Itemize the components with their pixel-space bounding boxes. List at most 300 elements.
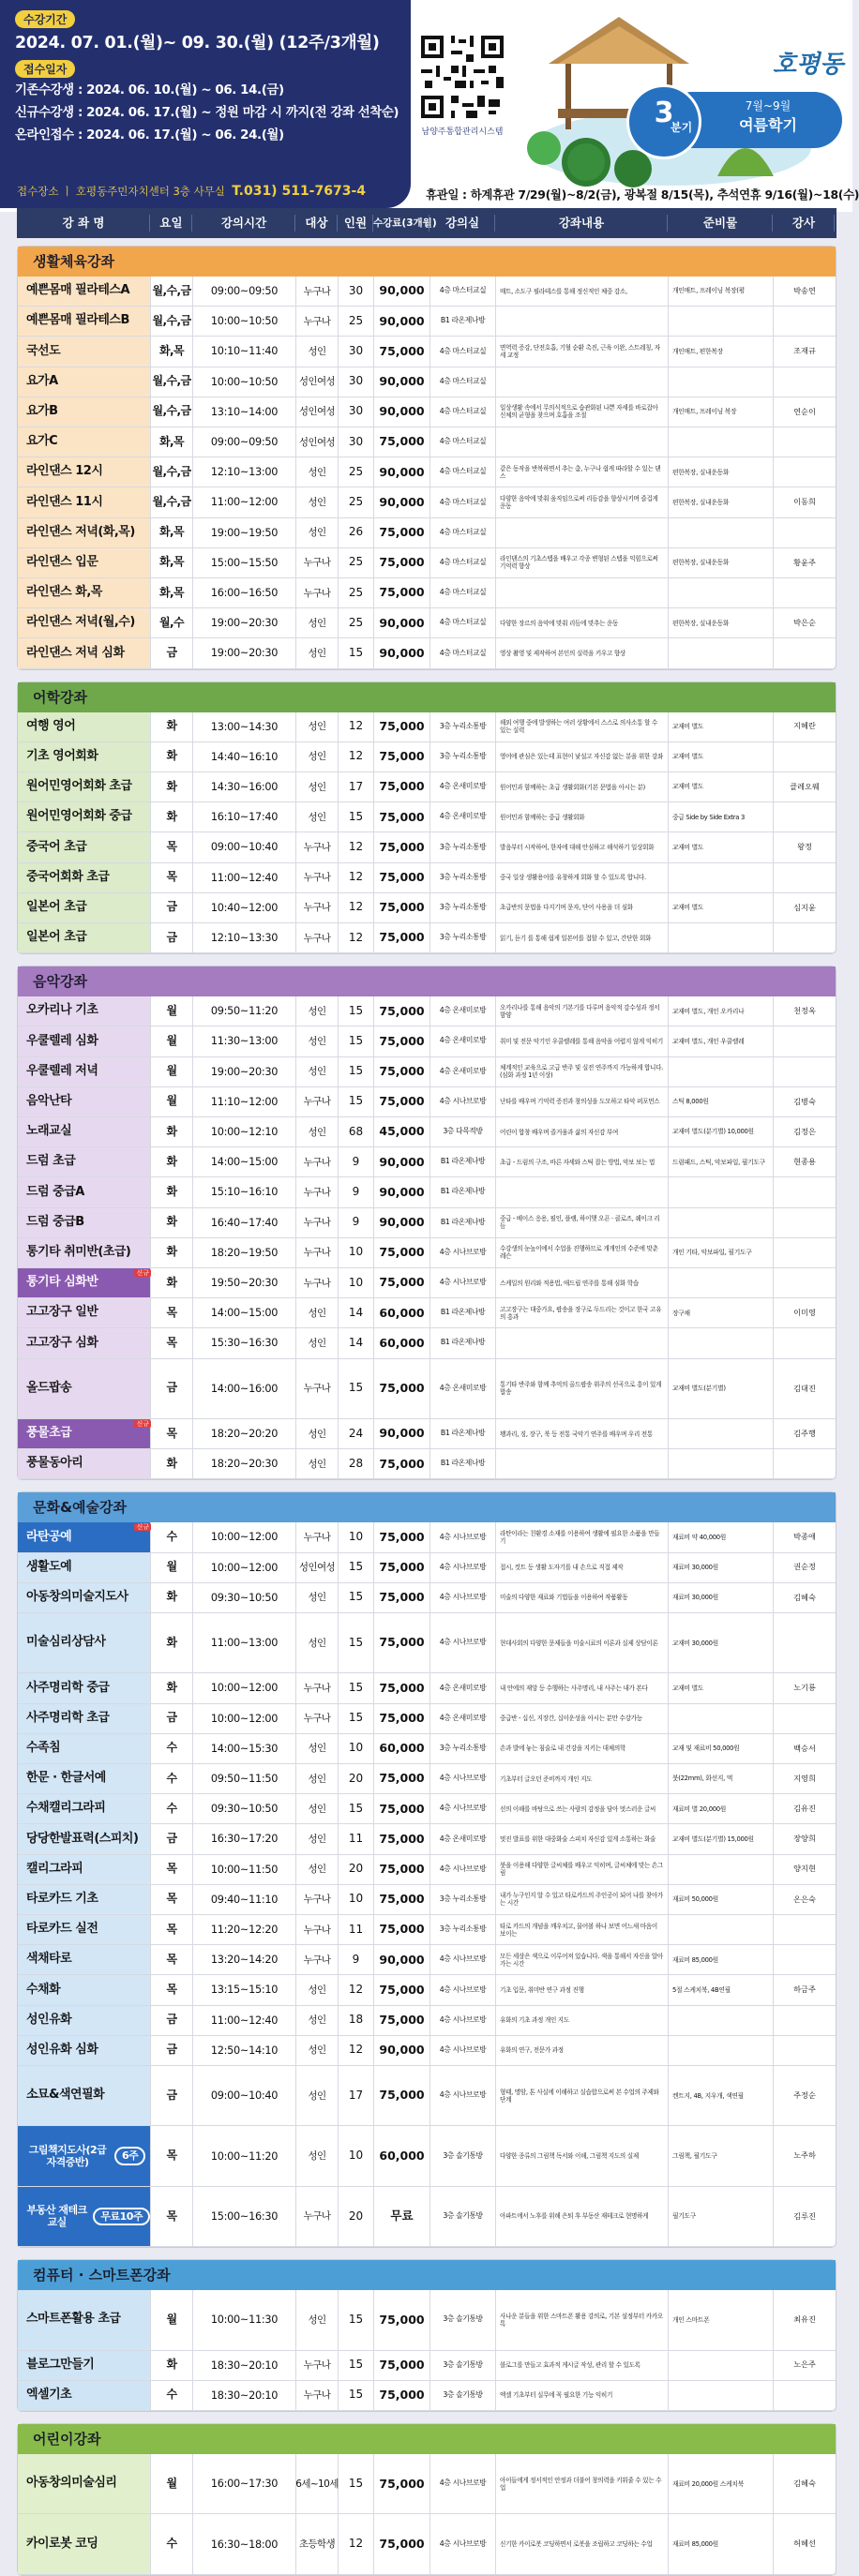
cell-day-text: 화 [166,1154,177,1168]
cell-prep-text: 붓(22mm), 화선지, 먹 [672,1775,733,1783]
cell-prep-text: 교재비 별도 [672,843,704,851]
cell-teacher [774,1613,836,1672]
cell-day [151,1298,193,1327]
cell-teacher [774,712,836,741]
cell-time [193,712,296,741]
cell-day [151,1087,193,1116]
course-row[interactable] [18,1268,836,1298]
cell-prep [669,1449,774,1478]
cell-day-text: 월,수,금 [152,495,191,509]
cell-name-text: 원어민영어회화 중급 [26,809,132,824]
cell-time [193,1057,296,1086]
cell-cap [339,832,374,861]
cell-day [151,893,193,922]
cell-fee [374,772,430,801]
cell-name-text: 일본어 초급 [26,930,87,945]
cell-room [430,608,496,637]
cell-day [151,548,193,577]
cell-fee-text: 90,000 [379,404,425,419]
cell-teacher [774,863,836,892]
course-row[interactable] [18,1824,836,1854]
cell-room [430,1734,496,1763]
cell-cap-text: 26 [348,525,364,539]
course-row[interactable] [18,2006,836,2036]
cell-room [430,1553,496,1582]
cell-prep [669,1026,774,1056]
course-row[interactable] [18,1298,836,1328]
cell-cap-text: 12 [348,870,364,884]
course-row[interactable] [18,427,836,457]
cell-target [296,1449,339,1478]
course-row[interactable] [18,1975,836,2005]
cell-room-text: 4층 온새미로방 [439,1066,487,1075]
cell-prep-text: 편한복장, 실내운동화 [672,619,730,627]
cell-prep-text: 스틱 8,000원 [672,1098,709,1106]
cell-day [151,307,193,336]
cell-target [296,2381,339,2410]
cell-cap [339,2126,374,2185]
course-row[interactable] [18,457,836,487]
cell-teacher-text: 김정은 [793,1126,816,1136]
cell-day [151,578,193,607]
cell-fee [374,457,430,487]
cell-teacher-text: 왕정 [797,842,812,852]
course-row[interactable] [18,742,836,772]
cell-prep-text: 재료비 30,000원 [672,1594,718,1602]
course-row[interactable] [18,578,836,608]
course-row[interactable] [18,1328,836,1358]
course-row[interactable] [18,2126,836,2186]
cell-prep-text: 재료비 30,000원 [672,1564,718,1572]
course-row[interactable] [18,1117,836,1147]
cell-cap-text: 17 [348,779,364,793]
cell-name-text: 사주명리학 중급 [26,1680,110,1695]
cell-prep-text: 재료비 약 40,000원 [672,1533,727,1541]
cell-target-text: 성인 [308,345,326,357]
cell-day [151,2036,193,2065]
course-row[interactable] [18,337,836,367]
course-row[interactable] [18,1885,836,1915]
cell-name [18,1177,151,1206]
cell-target-text: 누구나 [303,1277,331,1289]
cell-name [18,2351,151,2380]
cell-content [496,1613,669,1672]
cell-fee-text: 75,000 [379,2536,425,2551]
section-title: 컴퓨터 · 스마트폰강좌 [18,2260,836,2290]
cell-time-text: 10:00~12:00 [210,1531,279,1544]
cell-name-text: 라인댄스 11시 [26,494,103,509]
cell-fee [374,1794,430,1823]
cell-room [430,1794,496,1823]
cell-room-text: B1 라온제나방 [440,316,486,325]
cell-name-text: 일본어 초급 [26,899,87,914]
cell-day [151,277,193,306]
course-row[interactable] [18,1673,836,1703]
cell-day-text: 금 [166,930,177,944]
cell-content [496,578,669,607]
cell-name [18,2006,151,2035]
course-row[interactable] [18,1449,836,1479]
cell-prep [669,638,774,667]
cell-name-text: 우쿨렐레 심화 [26,1033,98,1048]
cell-time [193,1945,296,1974]
course-row[interactable] [18,2290,836,2350]
cell-room [430,1449,496,1478]
cell-fee-text: 75,000 [379,779,425,794]
course-row[interactable] [18,1855,836,1885]
cell-fee [374,1704,430,1733]
cell-content-text: 모든 세상은 색으로 이루어져 있습니다. 색을 통해서 자신을 알아가는 시간 [500,1952,663,1968]
cell-content [496,996,669,1026]
cell-prep [669,1945,774,1974]
column-header: 강의실 [430,208,495,238]
course-row[interactable] [18,487,836,517]
cell-content-text: 선의 이해를 바탕으로 쓰는 사람의 감정을 담아 멋스러운 글씨 [500,1805,656,1813]
cell-cap [339,1147,374,1176]
cell-fee [374,996,430,1026]
cell-day-text: 금 [166,900,177,914]
cell-content [496,608,669,637]
cell-day-text: 금 [166,646,177,660]
holiday-notice: 휴관일 : 하계휴관 7/29(월)~8/2(금), 광복절 8/15(목), 추석연휴 9/16(월)~18(수) [426,187,859,202]
cell-fee-text: 90,000 [379,1214,425,1229]
cell-content-text: 접시, 컷트 등 생활 도자기를 내 손으로 직접 제작 [500,1564,624,1572]
cell-fee [374,1147,430,1176]
cell-time [193,487,296,517]
cell-time-text: 16:30~18:00 [210,2538,279,2551]
cell-cap [339,802,374,831]
cell-room-text: 3층 누리소통방 [439,721,487,730]
cell-content-text: 난타를 배우며 기억력 증진과 창의성을 도모하고 타악 퍼포먼스 [500,1098,660,1106]
qr-code[interactable] [413,32,512,163]
cell-room [430,2454,496,2513]
cell-name [18,1208,151,1237]
cell-target-text: 누구나 [303,1531,331,1543]
cell-content-text: 내 안에의 재앙 등 수행하는 사주명리, 내 사주는 내가 본다 [500,1684,648,1692]
cell-prep-text: 교재비 별도, 개인 우쿨렐레 [672,1037,745,1045]
cell-room [430,2381,496,2410]
cell-room-text: 3층 솔기통방 [443,2211,483,2220]
course-row[interactable] [18,277,836,307]
course-row[interactable] [18,1945,836,1975]
cell-target-text: 누구나 [303,2359,331,2372]
course-row[interactable] [18,518,836,548]
course-row[interactable] [18,832,836,862]
cell-fee-text: 75,000 [379,434,425,449]
cell-fee-text: 75,000 [379,930,425,945]
cell-content [496,1673,669,1702]
cell-teacher-text: 노기룡 [793,1683,816,1693]
cell-name-text: 고고장구 심화 [26,1335,98,1350]
course-row[interactable] [18,1087,836,1117]
cell-name-text: 고고장구 일반 [26,1305,98,1320]
cell-name-text: 한문 · 한글서예 [26,1771,106,1786]
cell-teacher [774,2514,836,2573]
course-row[interactable] [18,307,836,337]
cell-target-text: 누구나 [303,1954,331,1966]
cell-target [296,893,339,922]
cell-target-text: 성인 [308,781,326,793]
cell-cap-text: 12 [348,840,364,854]
cell-cap [339,1026,374,1056]
cell-teacher [774,802,836,831]
course-row[interactable] [18,996,836,1026]
cell-name [18,1553,151,1582]
cell-teacher [774,1704,836,1733]
course-row[interactable] [18,863,836,893]
cell-target-text: 누구나 [303,932,331,944]
cell-teacher [774,1177,836,1206]
cell-time-text: 09:30~10:50 [210,1803,279,1816]
course-row[interactable] [18,2036,836,2066]
cell-teacher [774,996,836,1026]
cell-time-text: 09:30~10:50 [210,1591,279,1604]
cell-room [430,1026,496,1056]
cell-target [296,1419,339,1448]
cell-fee-text: 75,000 [379,1456,425,1471]
cell-room-text: 3층 누리소통방 [439,902,487,911]
cell-time [193,1359,296,1418]
cell-room-text: B1 라온제나방 [440,1459,486,1468]
cell-day-text: 수 [166,1741,177,1755]
course-row[interactable] [18,802,836,832]
cell-name [18,337,151,366]
cell-day [151,1268,193,1297]
course-row[interactable] [18,1147,836,1177]
cell-time [193,1794,296,1823]
cell-teacher [774,457,836,487]
course-row[interactable] [18,1613,836,1673]
cell-day-text: 화 [166,1590,177,1604]
course-row[interactable] [18,2381,836,2411]
cell-room [430,487,496,517]
cell-target-text: 성인 [308,1005,326,1017]
cell-target [296,1583,339,1612]
cell-time [193,1087,296,1116]
cell-fee [374,1026,430,1056]
cell-time-text: 14:30~16:00 [210,781,279,794]
cell-prep [669,1734,774,1763]
cell-prep [669,1087,774,1116]
course-row[interactable] [18,1553,836,1583]
cell-teacher-text: 노은주 [793,2359,816,2370]
cell-time-text: 10:00~12:00 [210,1682,279,1695]
cell-room-text: 4층 온새미로방 [439,1683,487,1692]
cell-teacher-text: 이미영 [793,1308,816,1318]
cell-day [151,1522,193,1551]
cell-name [18,307,151,336]
course-row[interactable] [18,1764,836,1794]
cell-name [18,2514,151,2573]
cell-fee [374,518,430,547]
cell-room [430,578,496,607]
cell-name [18,1026,151,1056]
cell-day-text: 목 [166,1862,177,1876]
cell-day [151,2514,193,2573]
course-row[interactable] [18,923,836,953]
cell-content-text: 형태, 명암, 톤 사실에 이해하고 실습합으로써 본 수업의 주제와 단계 [500,2088,659,2104]
cell-fee [374,893,430,922]
cell-prep [669,427,774,457]
cell-time-text: 11:00~13:00 [210,1637,279,1650]
cell-teacher [774,608,836,637]
cell-time-text: 18:20~20:20 [210,1428,279,1441]
cell-target-text: 6세~10세 [295,2478,339,2490]
course-row[interactable] [18,608,836,638]
cell-target [296,1208,339,1237]
cell-room [430,1147,496,1176]
cell-target [296,578,339,607]
course-row[interactable] [18,1522,836,1552]
course-row[interactable] [18,1177,836,1207]
course-row[interactable] [18,2454,836,2514]
cell-fee-text: 75,000 [379,809,425,824]
quarter-term: 여름학기 [739,116,797,134]
cell-time [193,1734,296,1763]
cell-teacher-text: 지혜란 [793,721,816,731]
cell-fee-text: 45,000 [379,1124,425,1139]
quarter-unit: 분기 [671,121,693,134]
cell-time [193,863,296,892]
cell-day [151,1419,193,1448]
cell-teacher [774,427,836,457]
cell-teacher [774,397,836,427]
cell-name [18,608,151,637]
cell-cap-text: 9 [352,1185,360,1199]
course-row[interactable] [18,548,836,578]
cell-name [18,2381,151,2410]
cell-day [151,638,193,667]
cell-prep-text: 편한복장, 실내운동화 [672,468,730,476]
cell-cap-text: 10 [348,1892,364,1906]
cell-fee-text: 90,000 [379,1154,425,1169]
cell-day [151,1945,193,1974]
course-row[interactable] [18,712,836,742]
cell-fee [374,608,430,637]
cell-name [18,1794,151,1823]
cell-day-text: 월 [166,1560,177,1574]
cell-fee [374,1268,430,1297]
cell-cap [339,427,374,457]
cell-time [193,1975,296,2004]
cell-teacher [774,742,836,771]
cell-day [151,1673,193,1702]
cell-prep [669,518,774,547]
cell-time [193,1117,296,1146]
schedule-panel [0,0,411,208]
cell-time [193,742,296,771]
course-row[interactable] [18,1057,836,1087]
cell-prep [669,608,774,637]
cell-prep [669,1824,774,1853]
course-row[interactable] [18,1026,836,1056]
course-row[interactable] [18,1238,836,1268]
cell-prep-text: 교재비 별도 [672,783,704,791]
cell-room [430,1975,496,2004]
cell-time [193,1177,296,1206]
cell-target [296,2351,339,2380]
course-row[interactable] [18,1915,836,1945]
cell-fee-text: 90,000 [379,313,425,328]
cell-cap-text: 15 [348,1094,364,1108]
cell-target [296,1764,339,1793]
cell-fee [374,277,430,306]
special-tag: 6주 [114,2147,145,2164]
course-row[interactable] [18,2066,836,2126]
cell-time [193,307,296,336]
cell-time [193,397,296,427]
course-row[interactable] [18,2351,836,2381]
course-row[interactable] [18,893,836,923]
cell-time-text: 09:00~10:40 [210,2089,279,2103]
cell-room [430,1945,496,1974]
course-row[interactable] [18,1704,836,1734]
cell-room [430,307,496,336]
cell-day-text: 목 [166,1305,177,1319]
cell-name [18,1298,151,1327]
course-row[interactable] [18,1794,836,1824]
cell-room [430,1522,496,1551]
course-row[interactable] [18,1583,836,1613]
cell-room-text: 4층 마스터교실 [439,557,487,566]
course-row[interactable] [18,2187,836,2247]
cell-room [430,1268,496,1297]
cell-name-text: 색채타로 [26,1952,72,1967]
cell-cap-text: 15 [348,2476,364,2490]
cell-fee [374,1553,430,1582]
course-row[interactable] [18,1208,836,1238]
section-title: 음악강좌 [18,966,836,996]
cell-time-text: 13:10~14:00 [210,405,279,418]
cell-room [430,923,496,952]
cell-time [193,1553,296,1582]
cell-content [496,1117,669,1146]
cell-room [430,457,496,487]
course-row[interactable] [18,397,836,427]
cell-content [496,397,669,427]
cell-name [18,518,151,547]
cell-target [296,548,339,577]
cell-day-text: 금 [166,2088,177,2102]
cell-prep [669,337,774,366]
cell-prep [669,1613,774,1672]
cell-day-text: 수 [166,1530,177,1544]
course-row[interactable] [18,1734,836,1764]
course-row[interactable] [18,638,836,668]
course-row[interactable] [18,2514,836,2574]
cell-target [296,397,339,427]
course-row[interactable] [18,367,836,397]
cell-cap [339,863,374,892]
cell-teacher-text: 조재규 [793,346,816,356]
cell-room-text: B1 라온제나방 [440,1429,486,1438]
cell-name-text: 미술심리상담사 [26,1635,106,1650]
course-row[interactable] [18,1419,836,1449]
cell-prep [669,1522,774,1551]
cell-teacher-text: 허혜선 [793,2539,816,2549]
cell-cap-text: 11 [348,1832,364,1846]
cell-teacher [774,2066,836,2125]
course-row[interactable] [18,1359,836,1419]
cell-target-text: 누구나 [303,902,331,914]
cell-teacher [774,2454,836,2513]
cell-content [496,802,669,831]
cell-room-text: 3층 누리소통방 [439,842,487,851]
cell-fee-text: 90,000 [379,2043,425,2058]
cell-teacher [774,548,836,577]
course-row[interactable] [18,772,836,802]
cell-room [430,1208,496,1237]
